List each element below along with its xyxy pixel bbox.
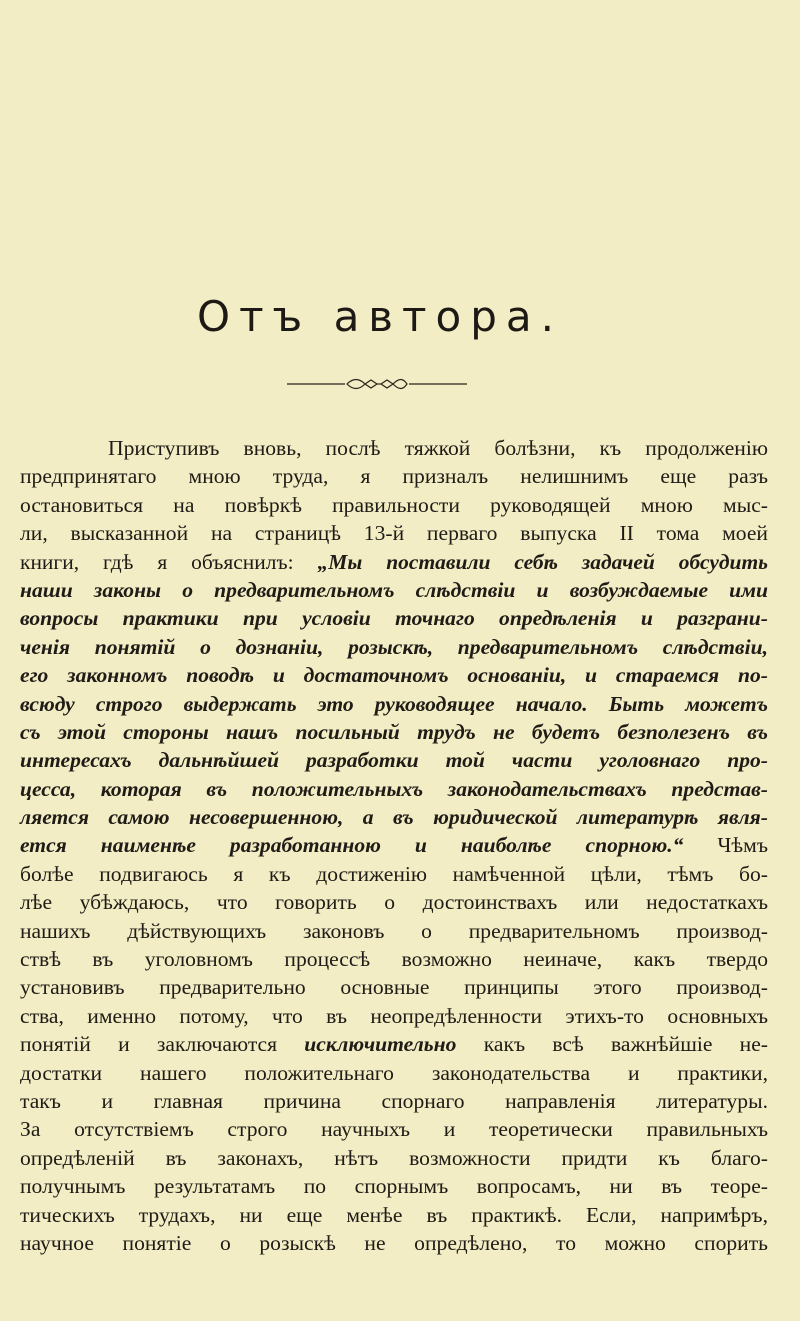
text-segment: тическихъ трудахъ, ни еще менѣе въ практикѣ. Если, напримѣръ, xyxy=(20,1202,768,1227)
text-line xyxy=(20,1144,768,1172)
italic-segment: ляется самою несовершенною, а въ юридической литературѣ явля- xyxy=(20,805,768,830)
text-segment: такъ и главная причина спорнаго направленія литературы. xyxy=(20,1088,768,1113)
text-line xyxy=(20,548,768,576)
text-segment: За отсутствіемъ строго научныхъ и теоретически правильныхъ xyxy=(20,1117,768,1142)
text-line xyxy=(20,1115,768,1143)
text-segment: болѣе подвигаюсь я къ достиженію намѣченной цѣли, тѣмъ бо- xyxy=(20,861,768,886)
italic-segment: „Мы поставили себѣ задачей обсудить xyxy=(317,549,768,574)
text-line xyxy=(20,718,768,746)
italic-segment: ченія понятій о дознаніи, розыскѣ, предварительномъ слѣдствіи, xyxy=(20,634,768,659)
italic-segment: цесса, которая въ положительныхъ законодательствахъ представ- xyxy=(20,776,768,801)
italic-segment: вопросы практики при условіи точнаго опредѣленія и разграни- xyxy=(20,606,768,631)
text-segment: Чѣмъ xyxy=(683,833,768,858)
text-segment: ства, именно потому, что въ неопредѣленности этихъ-то основныхъ xyxy=(20,1003,768,1028)
italic-segment: ется наименѣе разработанною и наиболѣе спорною.“ xyxy=(20,833,684,858)
text-segment: книги, гдѣ я объяснилъ: xyxy=(20,549,318,574)
text-line xyxy=(20,888,768,916)
text-line xyxy=(20,1229,768,1257)
text-segment: нашихъ дѣйствующихъ законовъ о предварительномъ производ- xyxy=(20,918,768,943)
italic-segment: всюду строго выдержать это руководящее начало. Быть можетъ xyxy=(20,691,768,716)
italic-segment: исключительно xyxy=(304,1032,457,1057)
text-line xyxy=(20,661,768,689)
text-line xyxy=(20,1059,768,1087)
text-segment: предпринятаго мною труда, я призналъ нелишнимъ еще разъ xyxy=(20,464,768,489)
text-segment: Приступивъ вновь, послѣ тяжкой болѣзни, къ продолженію xyxy=(108,436,768,460)
text-segment: научное понятіе о розыскѣ не опредѣлено, то можно спорить xyxy=(20,1230,768,1255)
text-segment: остановиться на повѣркѣ правильности руководящей мною мыс- xyxy=(20,492,768,517)
text-line xyxy=(20,775,768,803)
text-segment: опредѣленій въ законахъ, нѣтъ возможности придти къ благо- xyxy=(20,1145,768,1170)
italic-segment: его законномъ поводѣ и достаточномъ основаніи, и стараемся по- xyxy=(20,663,768,688)
text-segment: ли, высказанной на страницѣ 13-й перваго выпуска II тома моей xyxy=(20,521,768,546)
text-line xyxy=(20,1172,768,1200)
text-segment: понятій и заключаются xyxy=(20,1032,305,1057)
italic-segment: съ этой стороны нашъ посильный трудъ не будетъ безполезенъ въ xyxy=(20,719,768,744)
text-line xyxy=(20,917,768,945)
italic-segment: интересахъ дальнѣйшей разработки той части уголовнаго про- xyxy=(20,748,768,773)
text-line xyxy=(20,860,768,888)
text-segment: лѣе убѣждаюсь, что говорить о достоинствахъ или недостаткахъ xyxy=(20,890,768,915)
text-line xyxy=(20,1201,768,1229)
text-line xyxy=(20,945,768,973)
text-line xyxy=(20,1087,768,1115)
text-line xyxy=(20,462,768,490)
italic-segment: наши законы о предварительномъ слѣдствіи и возбуждаемые ими xyxy=(20,577,768,602)
body-text xyxy=(20,434,768,1257)
fleuron-divider-icon xyxy=(287,376,467,392)
text-line xyxy=(20,746,768,774)
page-title: Отъ автора. xyxy=(197,292,563,341)
text-line xyxy=(20,604,768,632)
text-line xyxy=(20,519,768,547)
text-line xyxy=(20,803,768,831)
text-line xyxy=(20,973,768,1001)
text-segment: какъ всѣ важнѣйшіе не- xyxy=(456,1032,768,1057)
text-line xyxy=(20,831,768,859)
text-line xyxy=(20,1030,768,1058)
text-line xyxy=(20,1002,768,1030)
text-line xyxy=(20,576,768,604)
text-segment: ствѣ въ уголовномъ процессѣ возможно неиначе, какъ твердо xyxy=(20,947,768,972)
text-line xyxy=(20,434,768,462)
text-segment: установивъ предварительно основные принципы этого производ- xyxy=(20,975,768,1000)
text-line xyxy=(20,491,768,519)
text-line xyxy=(20,633,768,661)
text-segment: достатки нашего положительнаго законодательства и практики, xyxy=(20,1060,768,1085)
text-segment: получнымъ результатамъ по спорнымъ вопросамъ, ни въ теоре- xyxy=(20,1174,768,1199)
text-line xyxy=(20,690,768,718)
